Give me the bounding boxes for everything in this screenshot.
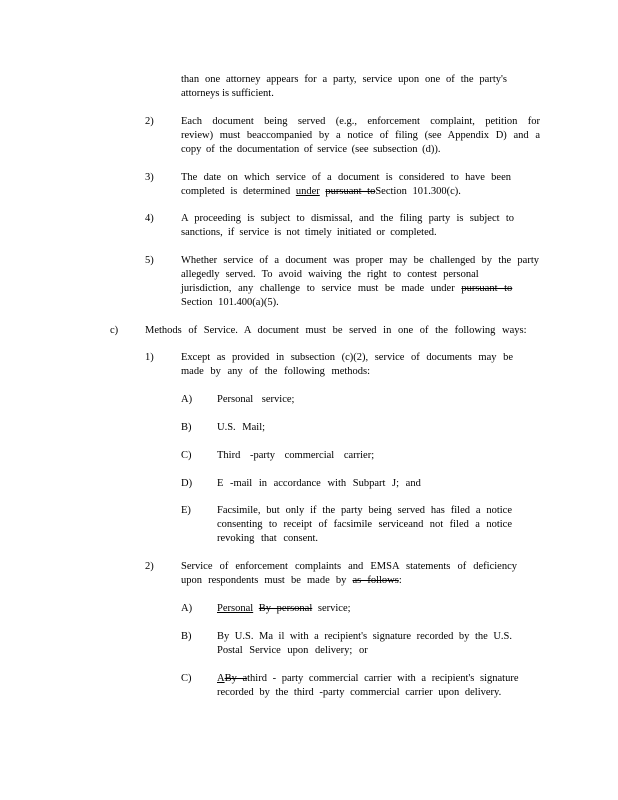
text-run: Service of enforcement complaints and EMSA statements of deficiency <box>181 561 517 572</box>
inserted-text: Personal <box>217 603 254 614</box>
text-run: The date on which service of a document is considered to have been <box>181 172 511 183</box>
text-line: E -mail in accordance with Subpart J; and <box>217 478 421 489</box>
option-letter: B) <box>181 631 192 642</box>
option-text <box>217 504 512 546</box>
text-line <box>181 129 540 143</box>
text-run: consenting to receipt of facsimile serviceand not filed a notice <box>217 519 512 530</box>
text-line: U.S. Mail; <box>217 422 266 433</box>
text-line <box>217 672 522 686</box>
text-run: allegedly served. To avoid waiving the right to contest personal <box>181 269 479 280</box>
option-text <box>217 672 522 700</box>
struck-text: By personal <box>258 603 313 614</box>
option-text <box>217 393 294 407</box>
inserted-text: A <box>217 673 225 684</box>
option-text <box>217 421 265 435</box>
text-line <box>181 351 513 365</box>
text-line <box>217 630 512 644</box>
text-run: Whether service of a document was proper may be challenged by the party <box>181 255 539 266</box>
option-letter: E) <box>181 505 191 516</box>
text-run: recorded by the third -party commercial carrier upon delivery. <box>217 687 502 698</box>
text-run: revoking that consent. <box>217 533 319 544</box>
text-run: completed is determined <box>181 186 296 197</box>
text-line <box>217 518 512 532</box>
text-run: A proceeding is subject to dismissal, and the filing party is subject to <box>181 213 514 224</box>
text-run: Except as provided in subsection (c)(2), service of documents may be <box>181 352 513 363</box>
item-number: 2) <box>145 116 154 127</box>
text-line <box>181 212 514 226</box>
sub-1-paragraph <box>181 351 513 379</box>
text-line <box>181 185 511 199</box>
text-line <box>181 296 539 310</box>
text-line: attorneys is sufficient. <box>181 88 274 99</box>
text-line <box>181 560 517 574</box>
item-4-paragraph <box>181 212 514 240</box>
text-line <box>181 268 539 282</box>
text-line <box>217 602 351 616</box>
option-text <box>217 602 351 616</box>
continuation-paragraph <box>181 73 507 101</box>
text-line <box>217 686 522 700</box>
text-run: Postal Service upon delivery; or <box>217 645 368 656</box>
text-line <box>217 504 512 518</box>
section-c-heading <box>145 324 525 338</box>
text-run: review) must beaccompanied by a notice of filing (see Appendix D) and a <box>181 130 540 141</box>
struck-text: as follows <box>352 575 399 586</box>
text-run: jurisdiction, any challenge to service must be made under <box>181 283 462 294</box>
text-run: Each document being served (e.g., enforcement complaint, petition for <box>181 116 540 127</box>
item-5-paragraph <box>181 254 539 310</box>
text-line <box>181 115 540 129</box>
option-text <box>217 630 512 658</box>
text-line <box>217 532 512 546</box>
item-number: 5) <box>145 255 154 266</box>
text-line <box>181 226 514 240</box>
sub-2-paragraph <box>181 560 517 588</box>
struck-text: pursuant to <box>461 283 513 294</box>
inserted-text: under <box>295 186 320 197</box>
item-number: 2) <box>145 561 154 572</box>
item-number: 1) <box>145 352 154 363</box>
text-run: Section 101.300(c). <box>375 186 461 197</box>
item-number: 4) <box>145 213 154 224</box>
section-letter: c) <box>110 325 119 336</box>
text-line: than one attorney appears for a party, service upon one of the party's <box>181 74 507 85</box>
item-number: 3) <box>145 172 154 183</box>
text-line <box>217 644 512 658</box>
option-letter: C) <box>181 450 192 461</box>
text-line: Personal service; <box>217 394 295 405</box>
text-line <box>181 171 511 185</box>
text-run: upon respondents must be made by <box>181 575 353 586</box>
struck-text: By a <box>224 673 248 684</box>
option-letter: A) <box>181 394 193 405</box>
text-line: Methods of Service. A document must be served in one of the following ways: <box>145 325 527 336</box>
text-run: By U.S. Ma il with a recipient's signature recorded by the U.S. <box>217 631 512 642</box>
text-line: Third -party commercial carrier; <box>217 450 375 461</box>
text-line <box>181 143 540 157</box>
option-text <box>217 449 374 463</box>
text-run: made by any of the following methods: <box>181 366 371 377</box>
item-2-paragraph <box>181 115 540 157</box>
option-letter: A) <box>181 603 193 614</box>
text-line <box>181 254 539 268</box>
option-letter: C) <box>181 673 192 684</box>
option-text <box>217 477 421 491</box>
text-run: third - party commercial carrier with a recipient's signature <box>247 673 519 684</box>
item-3-paragraph <box>181 171 511 199</box>
text-run: Facsimile, but only if the party being served has filed a notice <box>217 505 512 516</box>
option-letter: D) <box>181 478 193 489</box>
option-letter: B) <box>181 422 192 433</box>
text-line <box>181 365 513 379</box>
struck-text: pursuant to <box>325 186 376 197</box>
text-run: Section 101.400(a)(5). <box>181 297 279 308</box>
text-run: service; <box>312 603 351 614</box>
text-line <box>181 574 517 588</box>
text-line <box>181 282 539 296</box>
text-run: copy of the documentation of service (see subsection (d)). <box>181 144 441 155</box>
text-run: sanctions, if service is not timely initiated or completed. <box>181 227 437 238</box>
text-run: : <box>398 575 402 586</box>
